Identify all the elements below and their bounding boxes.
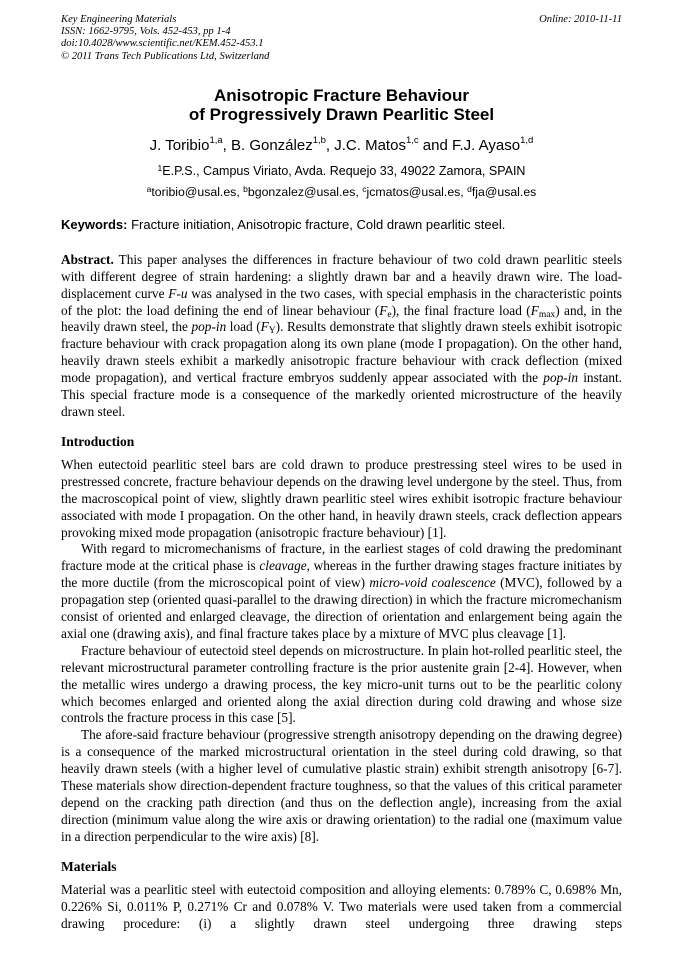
abstract-paragraph: Abstract. This paper analyses the differences in fracture behaviour of two cold drawn pearlitic steels with different degree of strain hardening: a slightly drawn bar and a heavily drawn wire. The load-displacement curve F-u was analysed in the two cases, with special emphasis in the characteristic points of the plot: the load defining the end of linear behaviour $(F_e)$, the final fracture load $(F_{max})$ and, in the heavily drawn steel, the pop-in load $(F_Y)$. Results demonstrate that slightly drawn steels exhibit isotropic fracture behaviour with crack propagation along its own plane (mode I propagation). On the other hand, heavily drawn steels exhibit a markedly anisotropic fracture behaviour with crack deflection (mixed mode propagation), and vertical fracture embryos suddenly appear associated with the pop-in instant. This special fracture mode is a consequence of the markedly oriented microstructure of the heavily drawn steel. [61,251,623,419]
introduction-paragraph-4: The afore-said fracture behaviour (progressive strength anisotropy depending on the drawing degree) is a consequence of the marked microstructural orientation in the steel during cold drawing, so that heavily drawn steels (with a higher level of cumulative plastic strain) exhibit strength anisotropy [6-7]. These materials show direction-dependent fracture toughness, so that the values of this critical parameter depend on the cracking path direction (and thus on the deflection angle), increasing from the axial direction (minimum value along the wire axis or drawing orientation) to the radial one (maximum value in a direction perpendicular to the wire axis) [8]. [61,727,622,844]
materials-paragraph-1: Material was a pearlitic steel with eutectoid composition and alloying elements: 0.789% C, 0.698% Mn, 0.226% Si, 0.011% P, 0.271% Cr and 0.078% V. Two materials were used taken from a commercial drawing procedure: (i) a slightly drawn steel undergoing three drawing steps [61,881,622,931]
journal-name: Key Engineering Materials [61,14,177,25]
journal-header [61,14,622,63]
online-date: Online: 2010-11-11 [539,14,622,25]
materials-section [61,882,622,933]
emails-line: $^a$toribio@usal.es, $^b$bgonzalez@usal.es, $^c$jcmatos@usal.es, $^d$fja@usal.es [146,183,537,199]
section-heading-materials: Materials [61,858,117,874]
paper-title-line-1: Anisotropic Fracture Behaviour [213,85,470,105]
introduction-paragraph-3: Fracture behaviour of eutectoid steel depends on microstructure. In plain hot-rolled pearlitic steel, the relevant microstructural parameter controlling fracture is the prior austenite grain [2-4]. However, when the metallic wires undergo a drawing process, the key micro-unit turns out to be the pearlitic colony which becomes enlarged and oriented along the axial direction during cold drawing and whose size controls the fracture process in this case [5]. [61,642,622,726]
copyright-line: © 2011 Trans Tech Publications Ltd, Switzerland [61,50,270,62]
authors-line: J. Toribio$^{1,a}$, B. González$^{1,b}$, J.C. Matos$^{1,c}$ and F.J. Ayaso$^{1,d}$ [149,134,534,154]
doi-line: doi:10.4028/www.scientific.net/KEM.452-453.1 [61,38,264,50]
paper-title [61,86,622,124]
journal-header-left [61,14,269,63]
introduction-paragraph-1: When eutectoid pearlitic steel bars are cold drawn to produce prestressing steel wires to be used in prestressed concrete, fracture behaviour depends on the drawing level undergone by the steel. Thus, from the macroscopical point of view, slightly drawn pearlitic steel wires exhibit isotropic fracture behaviour associated with mode I propagation. On the other hand, in heavily drawn steels, crack deflection appears provoking mixed mode propagation (anisotropic fracture behaviour) [1]. [61,456,622,540]
introduction-paragraph-2: With regard to micromechanisms of fracture, in the earliest stages of cold drawing the predominant fracture mode at the critical phase is cleavage, whereas in the further drawing stages fracture initiates by the more ductile (from the microscopical point of view) micro-void coalescence (MVC), followed by a propagation step (oriented quasi-parallel to the drawing direction) in which the fracture micromechanism consist of oriented and enlarged cleavage, the direction of orientation and enlargement being again the axial one (drawing axis), and final fracture takes place by a mixture of MVC plus cleavage [1]. [61,541,622,641]
introduction-section [61,457,622,846]
affiliation-line: $^1$E.P.S., Campus Viriato, Avda. Requejo 33, 49022 Zamora, SPAIN [157,162,526,178]
keywords-line: Keywords: Fracture initiation, Anisotropic fracture, Cold drawn pearlitic steel. [61,216,506,232]
section-heading-introduction: Introduction [61,433,135,449]
issn-line: ISSN: 1662-9795, Vols. 452-453, pp 1-4 [61,26,231,38]
paper-title-line-2: of Progressively Drawn Pearlitic Steel [188,104,495,124]
